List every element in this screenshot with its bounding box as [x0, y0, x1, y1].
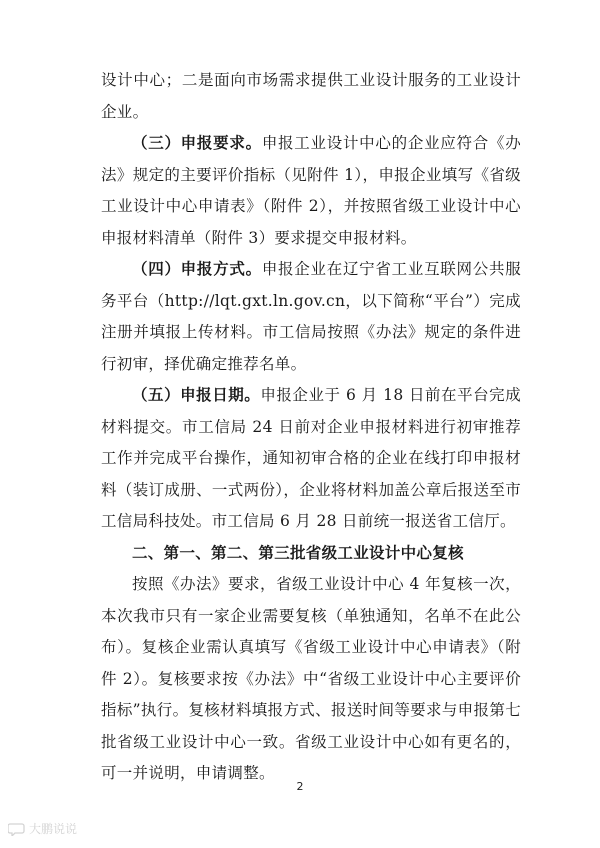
- paragraph-text: 申报企业于 6 月 18 日前在平台完成材料提交。市工信局 24 日前对企业申报材料进行初审推荐工作并完成平台操作，通知初审合格的企业在线打印申报材料（装订成册、一式两份），企业将材料加盖公章后报送至市工信局科技处。市工信局 6 月 28 日前统一报送省工信厅。: [101, 386, 522, 530]
- paragraph-continuation: 设计中心；二是面向市场需求提供工业设计服务的工业设计企业。: [101, 71, 521, 121]
- paragraph-text: 申报企业在辽宁省工业互联网公共服务平台（http://lqt.gxt.ln.gov.cn，以下简称“平台”）完成注册并填报上传材料。市工信局按照《办法》规定的条件进行初审，择优确定推荐名单。: [101, 260, 521, 373]
- paragraph-application-date: [101, 380, 521, 538]
- page-number: 2: [296, 780, 304, 793]
- chat-bubble-icon: [8, 822, 26, 836]
- document-body: [101, 65, 521, 790]
- paragraph-review: 按照《办法》要求，省级工业设计中心 4 年复核一次，本次我市只有一家企业需要复核（单独通知，名单不在此公布）。复核企业需认真填写《省级工业设计中心申请表》（附件 2）。复核要求按《办法》中“省级工业设计中心主要评价指标”执行。复核材料填报方式、报送时间等要求与申报第七批省级工业设计中心一致。省级工业设计中心如有更名的，可一并说明，申请调整。: [101, 575, 521, 782]
- paragraph-application-requirements: [101, 128, 521, 254]
- subheading-application-method: （四）申报方式。: [132, 260, 262, 278]
- paragraph-text: 申报工业设计中心的企业应符合《办法》规定的主要评价指标（见附件 1），申报企业填写《省级工业设计中心申请表》（附件 2），并按照省级工业设计中心申报材料清单（附件 3）要求提交申报材料。: [101, 134, 521, 247]
- watermark-text: 大鹏说说: [29, 822, 78, 836]
- subheading-application-requirements: （三）申报要求。: [132, 134, 262, 152]
- watermark: [8, 820, 77, 837]
- section-heading-review: 二、第一、第二、第三批省级工业设计中心复核: [132, 543, 464, 562]
- subheading-application-date: （五）申报日期。: [132, 386, 261, 404]
- paragraph-application-method: [101, 254, 521, 380]
